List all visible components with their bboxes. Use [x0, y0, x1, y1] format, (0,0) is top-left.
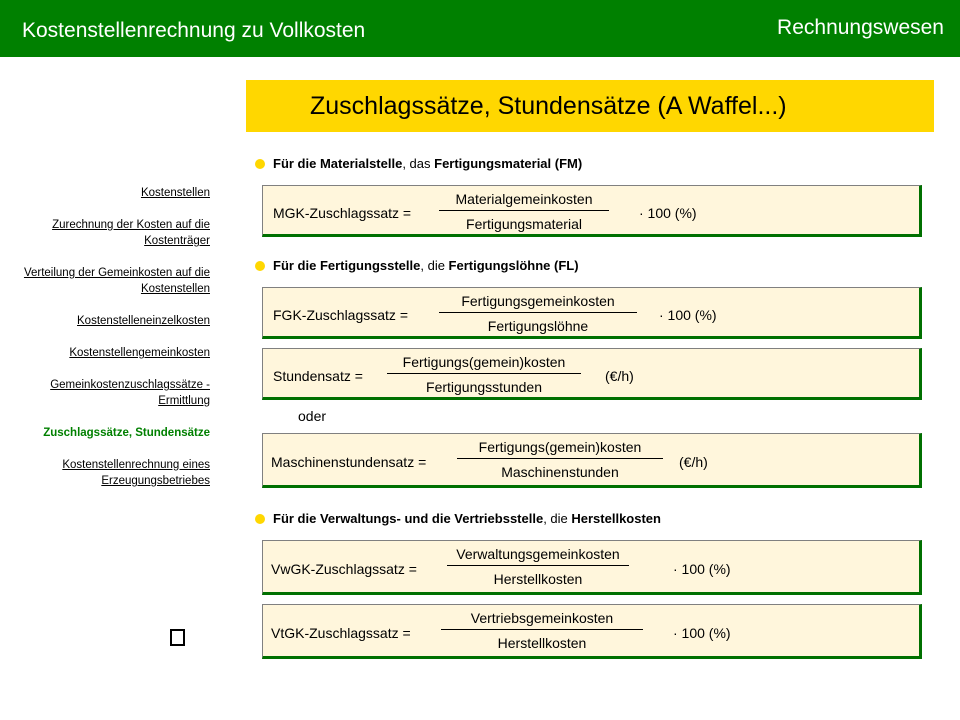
header-bar	[0, 0, 960, 57]
formula-denominator: Herstellkosten	[497, 635, 587, 651]
header-right-title: Rechnungswesen	[777, 16, 944, 39]
checkbox-icon[interactable]	[170, 629, 185, 646]
formula-denominator: Fertigungslöhne	[487, 318, 589, 334]
formula-lhs: VtGK-Zuschlagssatz =	[271, 625, 411, 641]
header-left-title: Kostenstellenrechnung zu Vollkosten	[22, 19, 366, 42]
sidebar-item-erzeugungsbetrieb[interactable]: Kostenstellenrechnung eines Erzeugungsbetriebes	[62, 459, 210, 487]
sidebar-nav	[0, 185, 210, 505]
formula-multiplier: (€/h)	[679, 454, 708, 470]
formula-denominator: Maschinenstunden	[501, 464, 619, 480]
bullet-dot-icon	[255, 159, 265, 169]
fraction-line	[447, 565, 629, 566]
formula-numerator: Verwaltungsgemeinkosten	[456, 546, 620, 562]
formula-numerator: Fertigungsgemeinkosten	[461, 293, 615, 309]
formula-denominator: Fertigungsstunden	[426, 379, 542, 395]
formula-fraction	[457, 439, 663, 480]
section-material-heading: Für die Materialstelle, das Fertigungsmaterial (FM)	[255, 156, 582, 171]
sidebar-item-zurechnung[interactable]: Zurechnung der Kosten auf die Kostenträger	[52, 219, 210, 247]
sidebar-item-zuschlagssaetze-stundensaetze[interactable]: Zuschlagssätze, Stundensätze	[43, 427, 210, 439]
fraction-line	[387, 373, 581, 374]
formula-stundensatz	[262, 348, 922, 400]
formula-fraction	[439, 191, 609, 232]
page-title: Zuschlagssätze, Stundensätze (A Waffel...)	[310, 92, 787, 120]
formula-multiplier: (€/h)	[605, 368, 634, 384]
sidebar-item-gemeinkosten[interactable]: Kostenstellengemeinkosten	[69, 347, 210, 359]
formula-numerator: Fertigungs(gemein)kosten	[478, 439, 642, 455]
formula-fraction	[441, 610, 643, 651]
formula-fraction	[447, 546, 629, 587]
formula-multiplier: · 100 (%)	[639, 205, 697, 221]
formula-fraction	[387, 354, 581, 395]
formula-lhs: FGK-Zuschlagssatz =	[273, 307, 408, 323]
sidebar-item-einzelkosten[interactable]: Kostenstelleneinzelkosten	[77, 315, 210, 327]
formula-vtgk	[262, 604, 922, 659]
sidebar-item-zuschlagssaetze-ermittlung[interactable]: Gemeinkostenzuschlagssätze - Ermittlung	[50, 379, 210, 407]
oder-label: oder	[298, 408, 327, 424]
fraction-line	[441, 629, 643, 630]
formula-mgk	[262, 185, 922, 237]
formula-numerator: Vertriebsgemeinkosten	[470, 610, 614, 626]
formula-multiplier: · 100 (%)	[659, 307, 717, 323]
formula-numerator: Materialgemeinkosten	[455, 191, 593, 207]
formula-multiplier: · 100 (%)	[673, 561, 731, 577]
formula-lhs: MGK-Zuschlagssatz =	[273, 205, 412, 221]
formula-lhs: Maschinenstundensatz =	[271, 454, 427, 470]
formula-denominator: Herstellkosten	[493, 571, 583, 587]
formula-fgk	[262, 287, 922, 339]
formula-numerator: Fertigungs(gemein)kosten	[402, 354, 566, 370]
fraction-line	[457, 458, 663, 459]
formula-lhs: VwGK-Zuschlagssatz =	[271, 561, 417, 577]
section-fertigung-heading: Für die Fertigungsstelle, die Fertigungslöhne (FL)	[255, 258, 579, 273]
formula-denominator: Fertigungsmaterial	[466, 216, 582, 232]
section-verwaltung-heading: Für die Verwaltungs- und die Vertriebsstelle, die Herstellkosten	[255, 511, 661, 526]
formula-fraction	[439, 293, 637, 334]
bullet-dot-icon	[255, 514, 265, 524]
formula-lhs: Stundensatz =	[273, 368, 363, 384]
sidebar-item-verteilung[interactable]: Verteilung der Gemeinkosten auf die Kostenstellen	[23, 267, 210, 295]
title-banner	[246, 80, 934, 132]
sidebar-item-kostenstellen[interactable]: Kostenstellen	[140, 187, 210, 199]
formula-vwgk	[262, 540, 922, 595]
bullet-dot-icon	[255, 261, 265, 271]
fraction-line	[439, 312, 637, 313]
fraction-line	[439, 210, 609, 211]
formula-maschinenstundensatz	[262, 433, 922, 488]
formula-multiplier: · 100 (%)	[673, 625, 731, 641]
